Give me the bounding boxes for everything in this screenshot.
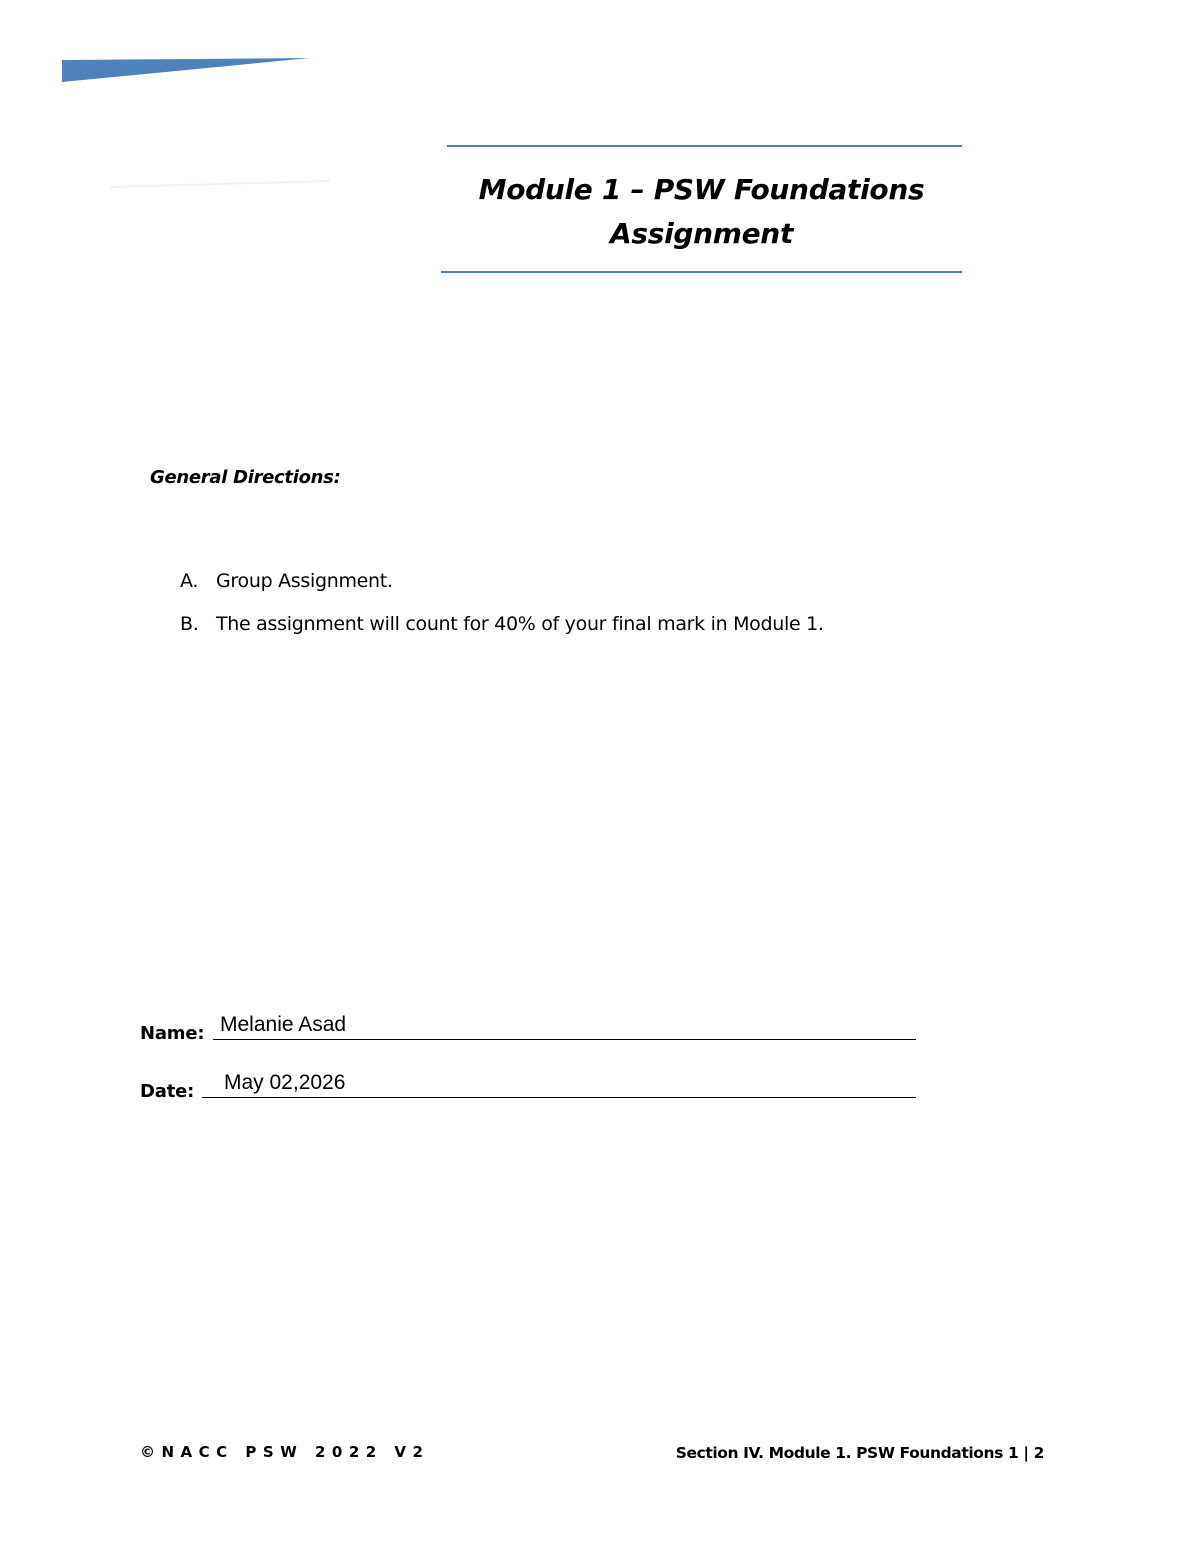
footer-copyright: ©NACC PSW 2022 V2: [140, 1443, 430, 1461]
page-title-line-2: Assignment: [609, 217, 794, 250]
list-item: [180, 609, 1080, 652]
title-rule-top: [447, 145, 962, 147]
title-rule-bottom: [441, 271, 962, 273]
directions-heading: General Directions:: [150, 467, 341, 488]
page-title-line-1: Module 1 – PSW Foundations: [478, 173, 925, 206]
directions-list: [180, 566, 1080, 652]
list-item-marker: A.: [180, 570, 199, 592]
decorative-faint-line: [110, 176, 330, 186]
list-item-text: Group Assignment.: [216, 570, 393, 592]
footer-section-page: Section IV. Module 1. PSW Foundations 1 | 2: [675, 1444, 1044, 1462]
list-item: [180, 566, 1080, 609]
page-title: [441, 168, 962, 256]
name-field-row: [140, 1006, 920, 1046]
name-field[interactable]: Melanie Asad: [220, 1013, 347, 1036]
date-field[interactable]: May 02,2026: [224, 1071, 346, 1094]
date-label: Date:: [140, 1081, 195, 1102]
logo-wedge-graphic: [62, 58, 310, 82]
name-label: Name:: [140, 1023, 205, 1044]
date-underline: [202, 1097, 916, 1099]
date-field-row: [140, 1064, 920, 1104]
list-item-text: The assignment will count for 40% of your final mark in Module 1.: [216, 613, 824, 635]
name-underline: [213, 1039, 916, 1041]
list-item-marker: B.: [180, 613, 199, 635]
